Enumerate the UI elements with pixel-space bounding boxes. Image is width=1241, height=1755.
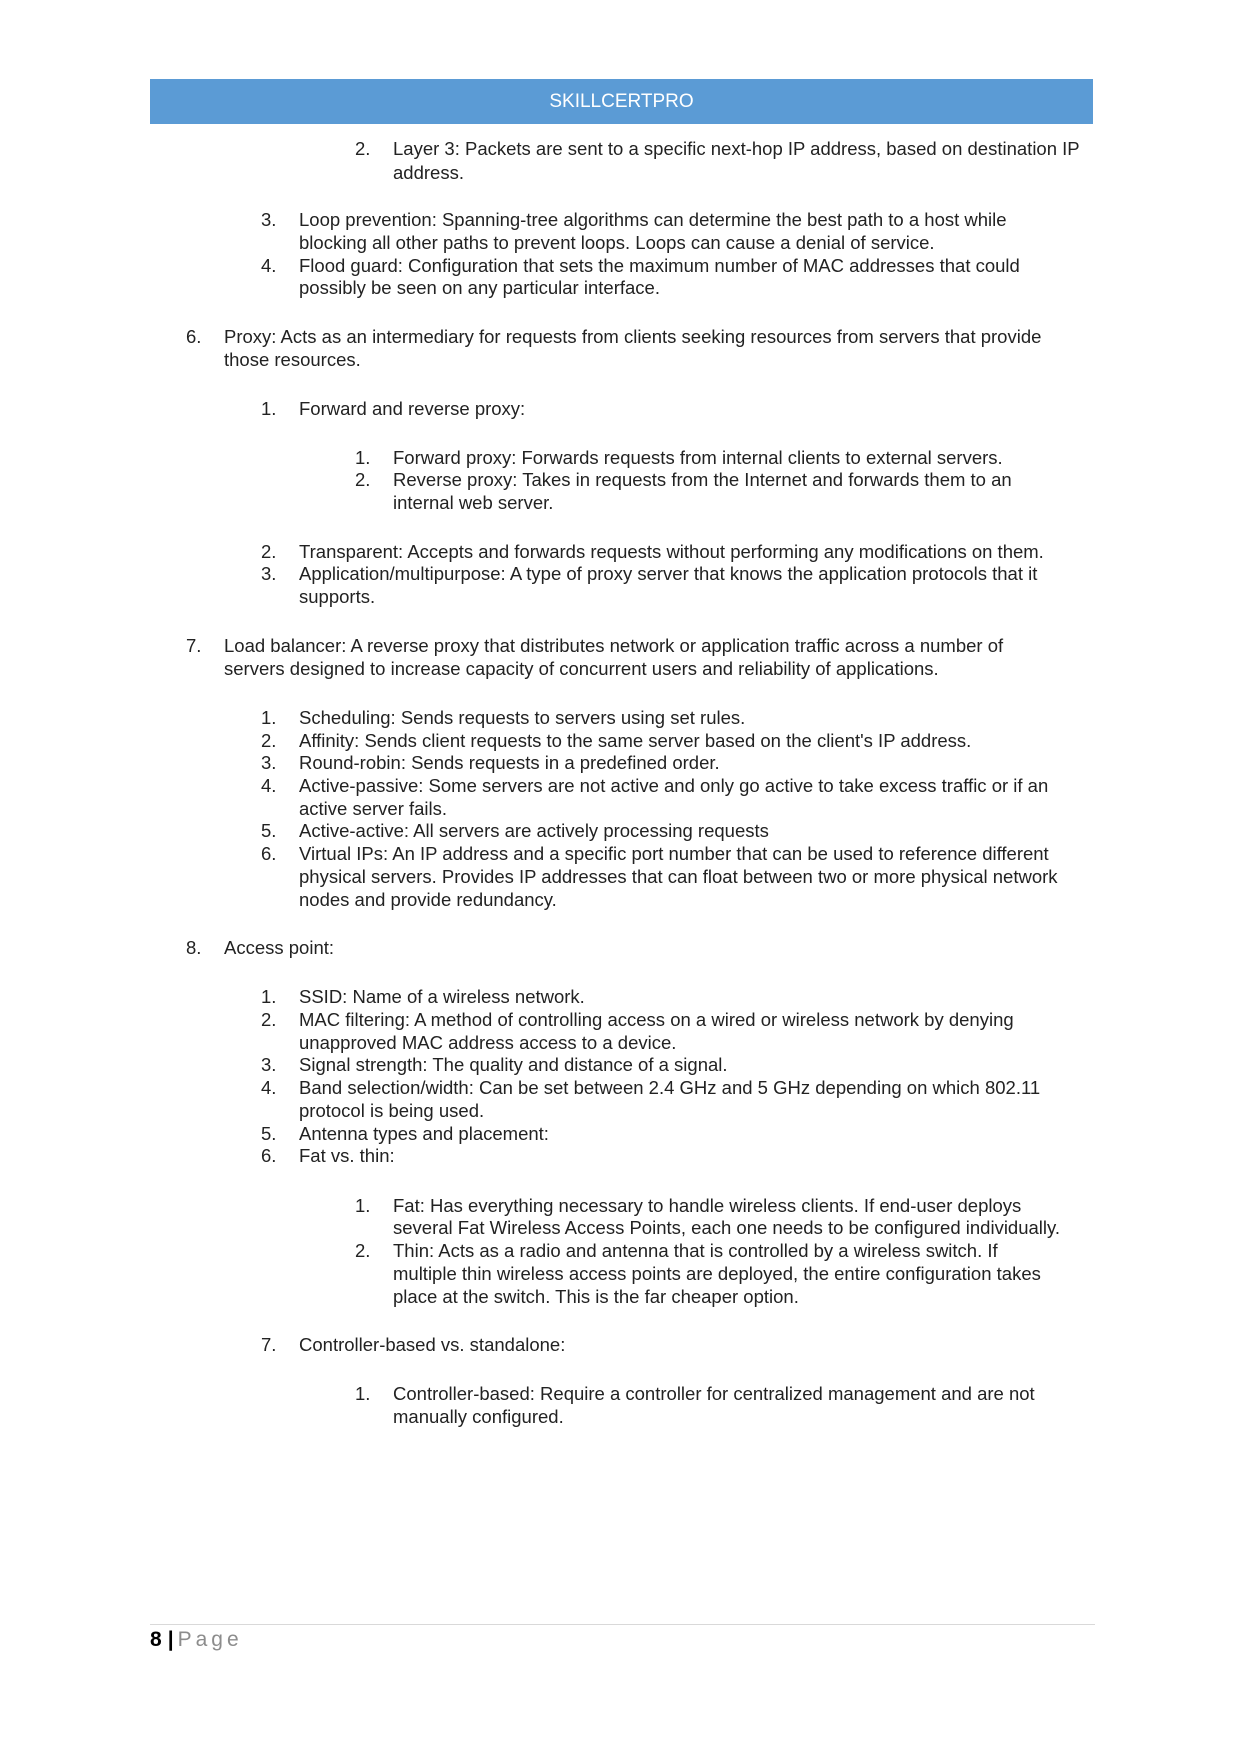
list-number: 1. — [261, 707, 277, 728]
page-number: 8 — [150, 1628, 162, 1651]
list-item-text: possibly be seen on any particular interface. — [299, 277, 660, 298]
list-item-text: Scheduling: Sends requests to servers using set rules. — [299, 707, 746, 728]
list-number: 3. — [261, 563, 277, 584]
list-item-text: blocking all other paths to prevent loops. Loops can cause a denial of service. — [299, 232, 935, 253]
list-item-text: nodes and provide redundancy. — [299, 889, 557, 910]
list-item-text: physical servers. Provides IP addresses that can float between two or more physical network — [299, 866, 1058, 887]
list-item-text: Application/multipurpose: A type of proxy server that knows the application protocols that it — [299, 563, 1038, 584]
list-number: 6. — [261, 843, 277, 864]
list-item-text: Affinity: Sends client requests to the same server based on the client's IP address. — [299, 730, 972, 751]
list-item-text: servers designed to increase capacity of concurrent users and reliability of applications. — [224, 658, 939, 679]
list-item-text: active server fails. — [299, 798, 448, 819]
list-number: 7. — [261, 1334, 277, 1355]
list-item-text: Fat vs. thin: — [299, 1145, 395, 1166]
list-item-text: SSID: Name of a wireless network. — [299, 986, 585, 1007]
list-item-text: Proxy: Acts as an intermediary for requests from clients seeking resources from servers that provide — [224, 326, 1042, 347]
list-number: 4. — [261, 1077, 277, 1098]
list-item-text: protocol is being used. — [299, 1100, 485, 1121]
list-number: 3. — [261, 209, 277, 230]
list-item-text: Flood guard: Configuration that sets the maximum number of MAC addresses that could — [299, 255, 1020, 276]
list-number: 8. — [186, 937, 202, 958]
list-item-text: internal web server. — [393, 492, 554, 513]
list-number: 2. — [261, 1009, 277, 1030]
list-number: 1. — [355, 447, 371, 468]
list-number: 1. — [355, 1383, 371, 1404]
list-item-text: Antenna types and placement: — [299, 1123, 549, 1144]
page-label: Page — [177, 1628, 243, 1651]
list-number: 7. — [186, 635, 202, 656]
list-item-text: Active-passive: Some servers are not active and only go active to take excess traffic or if an — [299, 775, 1049, 796]
footer-divider — [150, 1624, 1095, 1625]
list-item-text: several Fat Wireless Access Points, each one needs to be configured individually. — [393, 1217, 1061, 1238]
page-footer — [150, 1628, 243, 1652]
list-number: 1. — [355, 1195, 371, 1216]
list-item-text: Band selection/width: Can be set between 2.4 GHz and 5 GHz depending on which 802.11 — [299, 1077, 1041, 1098]
list-number: 3. — [261, 752, 277, 773]
page-header — [150, 79, 1093, 124]
list-item-text: Load balancer: A reverse proxy that distributes network or application traffic across a number of — [224, 635, 1004, 656]
list-number: 2. — [355, 1240, 371, 1261]
list-item-text: MAC filtering: A method of controlling access on a wired or wireless network by denying — [299, 1009, 1014, 1030]
list-number: 3. — [261, 1054, 277, 1075]
list-item-text: Controller-based: Require a controller for centralized management and are not — [393, 1383, 1035, 1404]
list-item-text: Layer 3: Packets are sent to a specific next-hop IP address, based on destination IP — [393, 138, 1080, 159]
list-item-text: Active-active: All servers are actively processing requests — [299, 820, 769, 841]
list-item-text: Forward proxy: Forwards requests from internal clients to external servers. — [393, 447, 1003, 468]
list-item-text: supports. — [299, 586, 376, 607]
list-item-text: Thin: Acts as a radio and antenna that is controlled by a wireless switch. If — [393, 1240, 998, 1261]
list-item-text: Signal strength: The quality and distance of a signal. — [299, 1054, 728, 1075]
list-number: 4. — [261, 775, 277, 796]
list-item-text: Virtual IPs: An IP address and a specific port number that can be used to reference different — [299, 843, 1049, 864]
list-item-text: multiple thin wireless access points are deployed, the entire configuration takes — [393, 1263, 1041, 1284]
list-item-text: Transparent: Accepts and forwards requests without performing any modifications on them. — [299, 541, 1044, 562]
list-item-text: manually configured. — [393, 1406, 564, 1427]
list-item-text: place at the switch. This is the far cheaper option. — [393, 1286, 799, 1307]
footer-separator: | — [167, 1628, 174, 1651]
list-number: 2. — [355, 469, 371, 490]
list-number: 2. — [261, 541, 277, 562]
list-number: 2. — [261, 730, 277, 751]
list-number: 6. — [186, 326, 202, 347]
list-number: 5. — [261, 1123, 277, 1144]
list-item-text: Access point: — [224, 937, 335, 958]
header-title: SKILLCERTPRO — [549, 90, 694, 112]
list-item-text: Controller-based vs. standalone: — [299, 1334, 566, 1355]
list-item-text: Forward and reverse proxy: — [299, 398, 526, 419]
list-item-text: those resources. — [224, 349, 361, 370]
list-number: 4. — [261, 255, 277, 276]
list-item-text: Round-robin: Sends requests in a predefined order. — [299, 752, 720, 773]
list-number: 1. — [261, 398, 277, 419]
list-item-text: Reverse proxy: Takes in requests from the Internet and forwards them to an — [393, 469, 1012, 490]
list-item-text: Loop prevention: Spanning-tree algorithms can determine the best path to a host while — [299, 209, 1007, 230]
list-item-text: address. — [393, 162, 464, 183]
list-number: 6. — [261, 1145, 277, 1166]
list-number: 1. — [261, 986, 277, 1007]
list-number: 5. — [261, 820, 277, 841]
list-item-text: Fat: Has everything necessary to handle wireless clients. If end-user deploys — [393, 1195, 1022, 1216]
list-item-text: unapproved MAC address access to a device. — [299, 1032, 677, 1053]
list-number: 2. — [355, 138, 371, 159]
